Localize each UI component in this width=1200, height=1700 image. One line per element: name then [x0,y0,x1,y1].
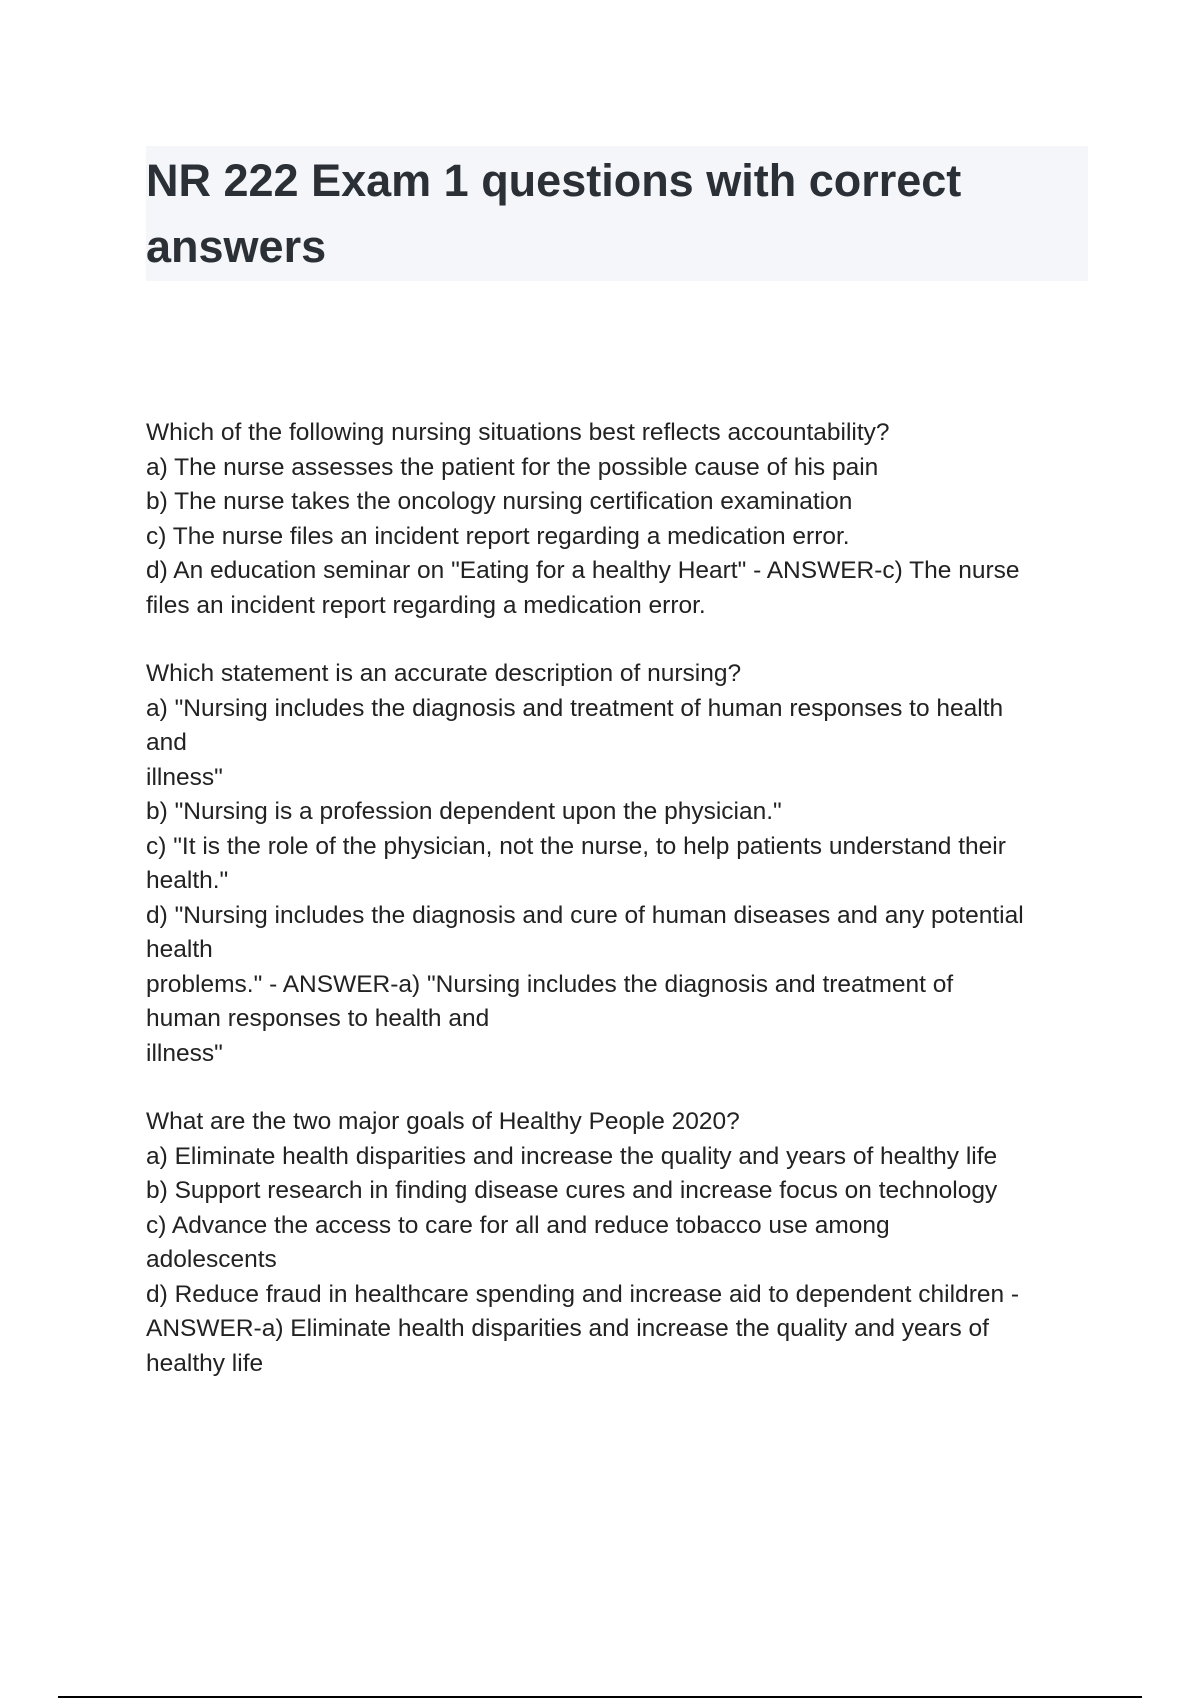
question-1-text: Which of the following nursing situations best reflects accountability? [146,419,890,446]
question-1-option-b: b) The nurse takes the oncology nursing certification examination [146,488,853,515]
question-2-option-a: a) "Nursing includes the diagnosis and treatment of human responses to health [146,694,1004,722]
question-3-option-c: c) Advance the access to care for all and reduce tobacco use among [146,1211,890,1239]
question-block-3 [146,1105,1091,1381]
question-2-option-c: c) "It is the role of the physician, not the nurse, to help patients understand their [146,832,1006,860]
question-3-text: What are the two major goals of Healthy People 2020? [146,1108,740,1135]
question-2-answer-continued: human responses to health and [146,1005,490,1032]
question-2-text: Which statement is an accurate description of nursing? [146,660,742,687]
question-1-option-d-answer: d) An education seminar on "Eating for a healthy Heart" - ANSWER-c) The nurse [146,557,1020,584]
question-2-option-b: b) "Nursing is a profession dependent upon the physician." [146,798,782,825]
footer-divider [58,1696,1142,1698]
question-1-option-a: a) The nurse assesses the patient for the possible cause of his pain [146,453,879,481]
title-banner [146,146,1088,281]
question-2-option-d: d) "Nursing includes the diagnosis and cure of human diseases and any potential [146,901,1024,929]
question-3-answer-continued: healthy life [146,1349,264,1377]
title-line-1: NR 222 Exam 1 questions with correct [146,155,962,206]
question-2-option-c-continued: health." [146,867,229,894]
title-line-2: answers [146,221,327,272]
question-2-option-d-continued: health [146,936,213,963]
document-title [146,146,1088,280]
question-2-answer: problems." - ANSWER-a) "Nursing includes the diagnosis and treatment of [146,970,954,998]
question-2-option-a-end: illness" [146,763,223,791]
question-3-option-c-continued: adolescents [146,1246,277,1273]
question-1-option-c: c) The nurse files an incident report regarding a medication error. [146,522,850,550]
question-3-option-d: d) Reduce fraud in healthcare spending and increase aid to dependent children - [146,1280,1020,1308]
question-1-answer-continued: files an incident report regarding a medication error. [146,591,706,619]
question-block-1 [146,416,1091,623]
question-3-option-b: b) Support research in finding disease cures and increase focus on technology [146,1177,998,1204]
question-2-option-a-continued: and [146,729,187,756]
questions-content [146,416,1091,1415]
question-3-option-a: a) Eliminate health disparities and increase the quality and years of healthy life [146,1142,998,1170]
question-block-2 [146,657,1091,1071]
question-3-answer: ANSWER-a) Eliminate health disparities and increase the quality and years of [146,1315,989,1342]
question-2-answer-end: illness" [146,1039,223,1067]
